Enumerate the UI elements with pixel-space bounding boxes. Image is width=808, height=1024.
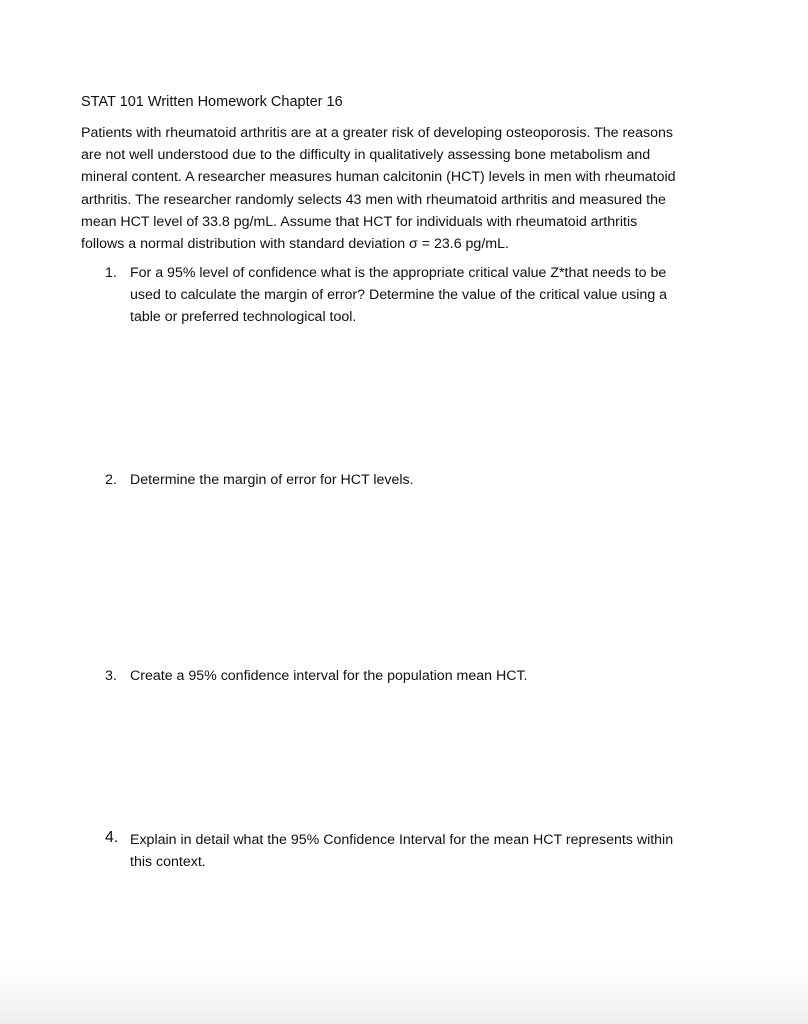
question-line: this context. [130,854,206,871]
question-line: For a 95% level of confidence what is the appropriate critical value Z*that needs to be [130,265,667,281]
question-number: 1. [105,265,117,281]
question-line: table or preferred technological tool. [130,309,357,326]
question-text [130,665,725,687]
intro-line: arthritis. The researcher randomly selects 43 men with rheumatoid arthritis and measured the [81,191,666,208]
intro-line: mean HCT level of 33.8 pg/mL. Assume that HCT for individuals with rheumatoid arthritis [81,213,638,230]
bottom-shadow [0,964,808,1024]
question-line: Determine the margin of error for HCT levels. [130,472,414,488]
question-3 [105,665,725,687]
intro-paragraph [81,122,731,255]
question-line: used to calculate the margin of error? Determine the value of the critical value using a [130,287,668,304]
question-line: Explain in detail what the 95% Confidence Interval for the mean HCT represents within [130,832,674,848]
question-line: Create a 95% confidence interval for the population mean HCT. [130,668,528,684]
question-2 [105,469,725,491]
intro-line: are not well understood due to the difficulty in qualitatively assessing bone metabolism and [81,147,651,164]
question-4 [105,829,725,873]
question-number: 3. [105,668,117,684]
question-1 [105,262,725,329]
document-title: STAT 101 Written Homework Chapter 16 [81,94,343,110]
question-text [130,262,725,329]
intro-line: Patients with rheumatoid arthritis are at a greater risk of developing osteoporosis. The reasons [81,125,673,141]
question-number: 4. [105,829,119,846]
question-text [130,829,725,873]
question-number: 2. [105,472,117,488]
intro-line: follows a normal distribution with standard deviation σ = 23.6 pg/mL. [81,236,509,253]
question-text [130,469,725,491]
intro-line: mineral content. A researcher measures human calcitonin (HCT) levels in men with rheumatoid [81,169,676,186]
